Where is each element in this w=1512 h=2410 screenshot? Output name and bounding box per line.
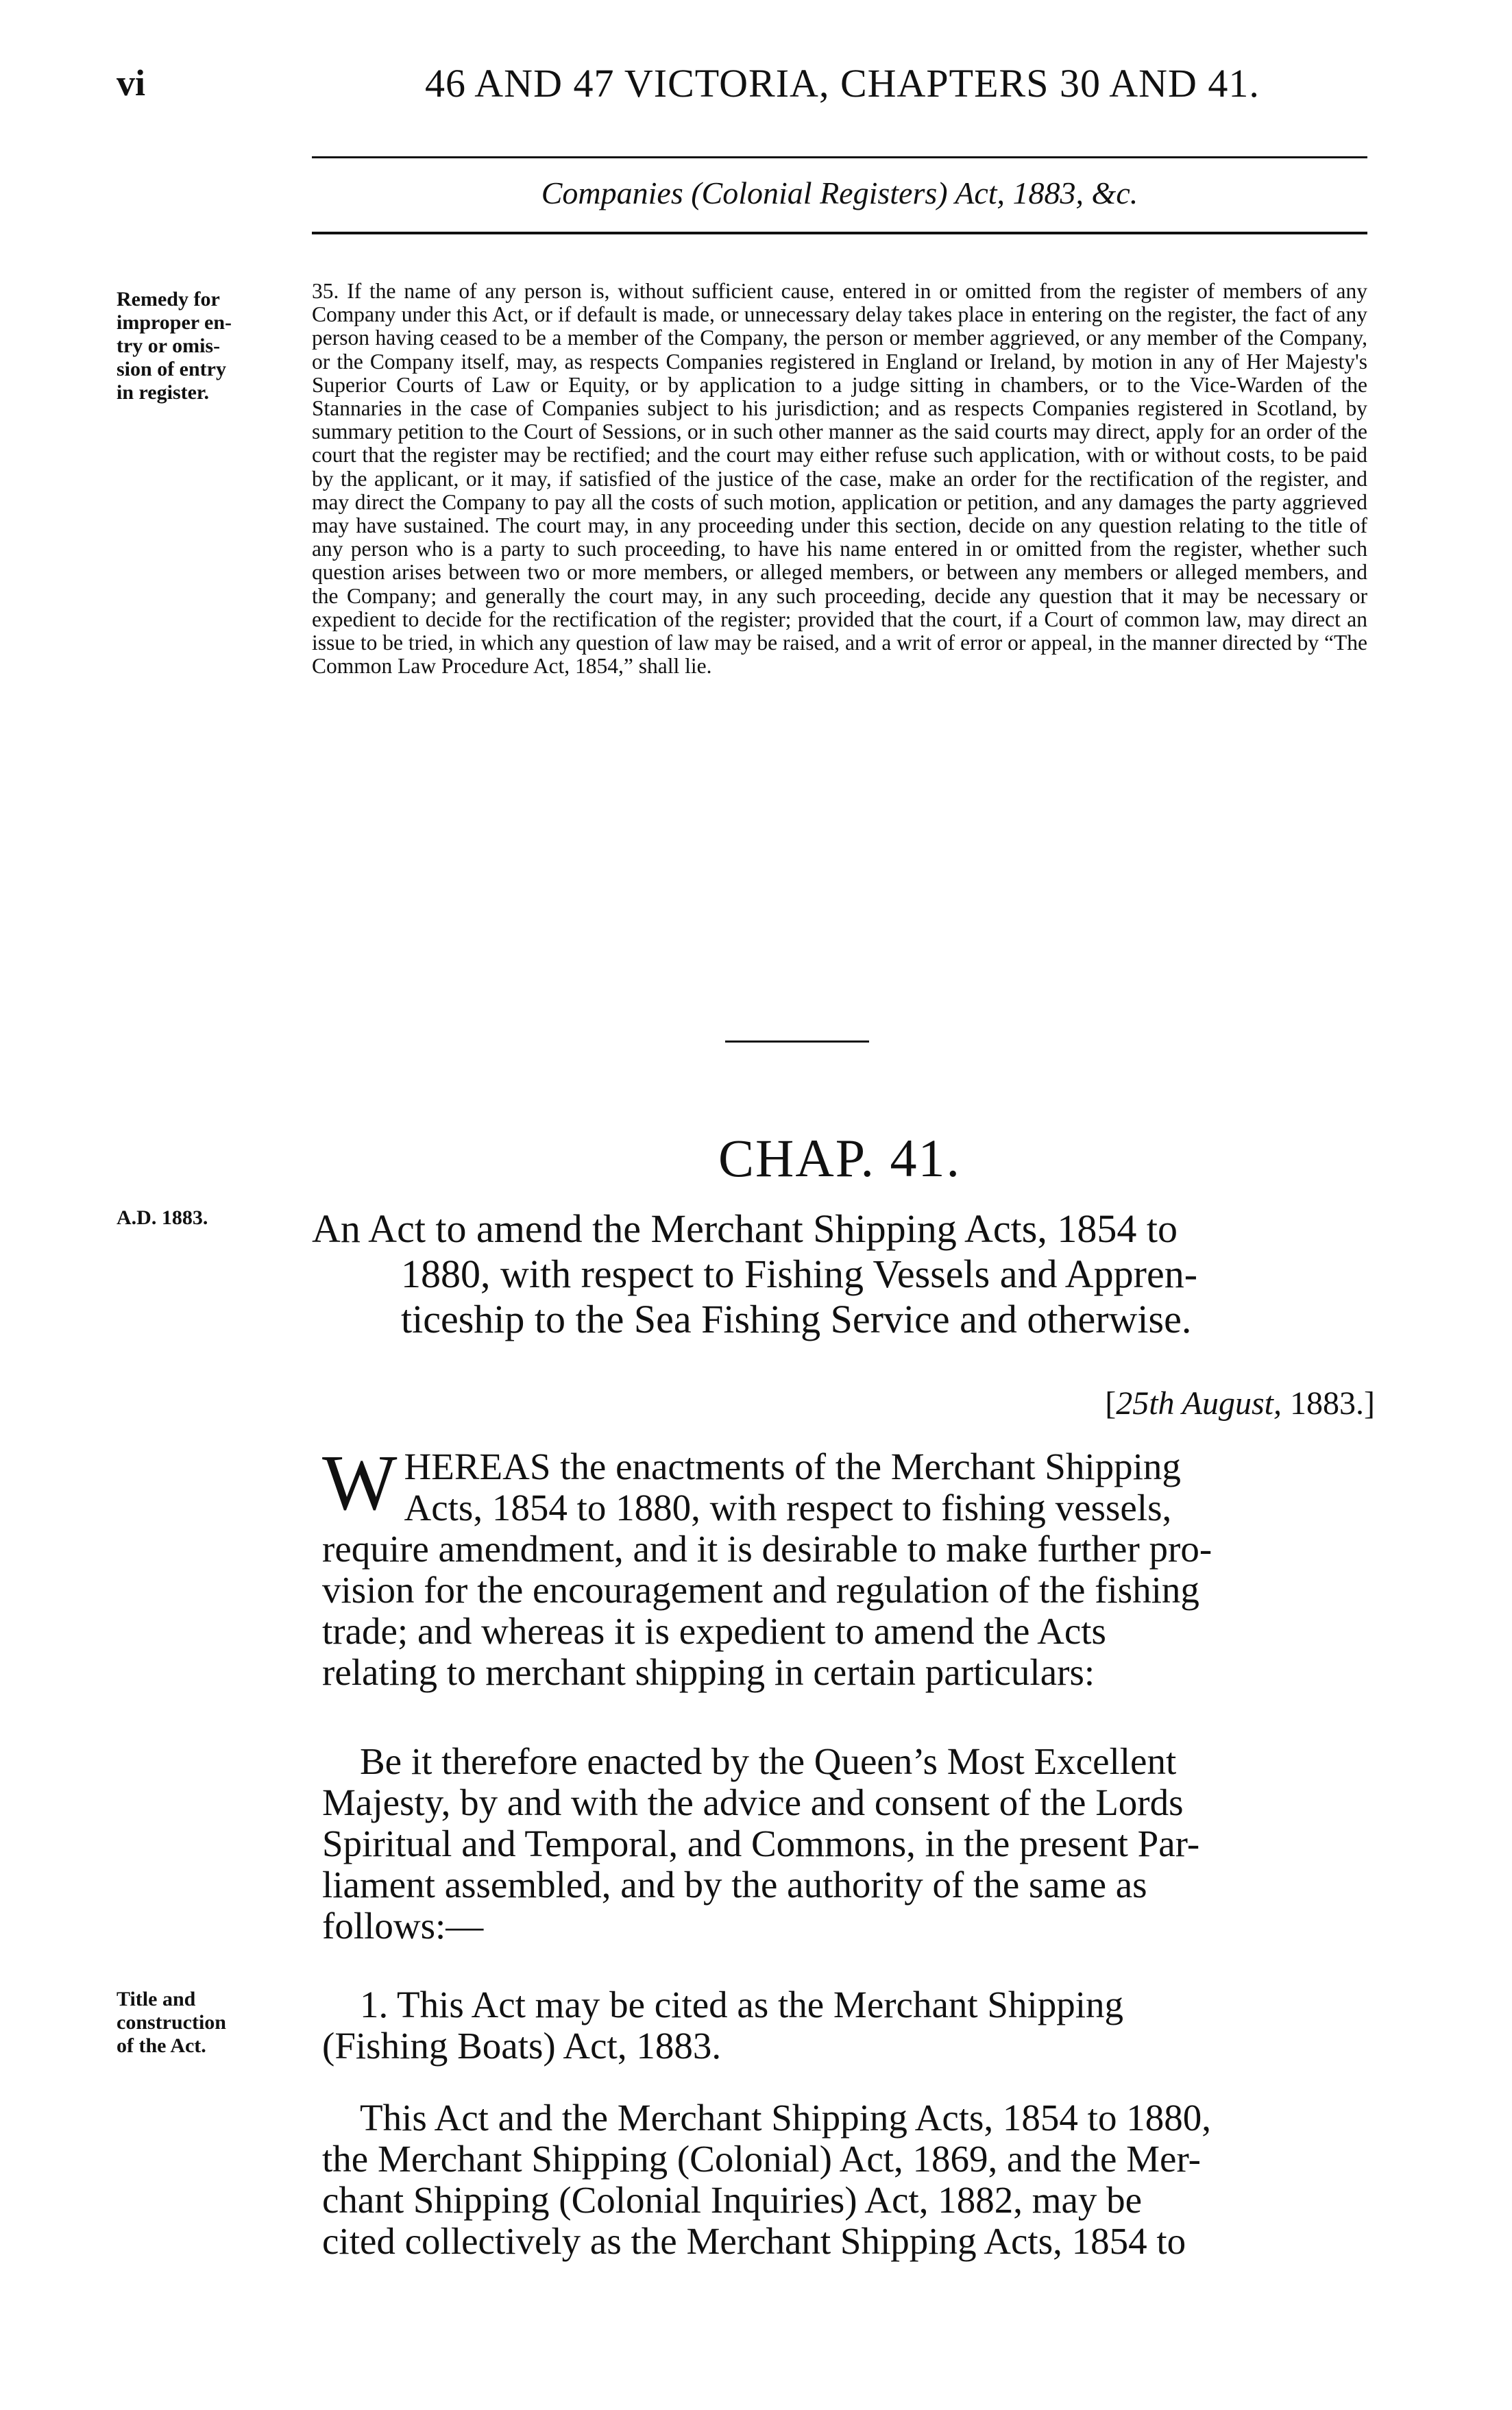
enacting-line: follows:—	[322, 1905, 484, 1947]
chapter-heading: CHAP. 41.	[718, 1128, 961, 1188]
margin-note-remedy	[117, 288, 295, 404]
running-title: 46 AND 47 VICTORIA, CHAPTERS 30 AND 41.	[425, 61, 1260, 106]
assent-date-year: 1883.]	[1282, 1385, 1375, 1422]
margin-note-line: in register.	[117, 381, 209, 404]
long-title-line: ticeship to the Sea Fishing Service and otherwise.	[401, 1297, 1192, 1341]
margin-note-line: try or omis-	[117, 334, 221, 357]
citation-line: the Merchant Shipping (Colonial) Act, 1869, and the Mer-	[322, 2138, 1201, 2180]
enacting-clause	[322, 1741, 1391, 1947]
preamble-line: HEREAS the enactments of the Merchant Shipping	[404, 1446, 1181, 1487]
margin-note-ad: A.D. 1883.	[117, 1206, 208, 1229]
assent-date	[1105, 1385, 1375, 1422]
citation-paragraph	[322, 2097, 1391, 2262]
long-title	[312, 1206, 1381, 1342]
preamble-line: trade; and whereas it is expedient to amend the Acts	[322, 1610, 1106, 1652]
page-number: vi	[117, 62, 146, 104]
short-title: Companies (Colonial Registers) Act, 1883, &c.	[541, 175, 1138, 210]
section-1-line: 1. This Act may be cited as the Merchant Shipping	[360, 1984, 1124, 2025]
preamble-line: Acts, 1854 to 1880, with respect to fishing vessels,	[404, 1487, 1172, 1529]
margin-note-line: sion of entry	[117, 358, 226, 380]
preamble	[322, 1439, 1391, 1693]
enacting-line: Majesty, by and with the advice and consent of the Lords	[322, 1781, 1184, 1823]
assent-date-open: [	[1105, 1385, 1117, 1422]
long-title-line: 1880, with respect to Fishing Vessels and Appren-	[401, 1252, 1198, 1296]
margin-note-line: Title and	[117, 1988, 196, 2010]
long-title-line: An Act to amend the Merchant Shipping Acts, 1854 to	[312, 1206, 1178, 1251]
enacting-line: Spiritual and Temporal, and Commons, in the present Par-	[322, 1823, 1200, 1864]
enacting-line: liament assembled, and by the authority of the same as	[322, 1864, 1147, 1906]
header-rule-bottom	[312, 232, 1367, 234]
drop-cap: W	[322, 1439, 398, 1527]
citation-line: chant Shipping (Colonial Inquiries) Act, 1882, may be	[322, 2179, 1143, 2221]
margin-note-line: of the Act.	[117, 2034, 206, 2057]
header-rule-top	[312, 156, 1367, 158]
assent-date-day: 25th August,	[1116, 1385, 1282, 1422]
margin-note-title	[117, 1988, 295, 2058]
citation-line: cited collectively as the Merchant Shipping Acts, 1854 to	[322, 2220, 1186, 2262]
section-1	[322, 1984, 1391, 2067]
section-35-text: 35. If the name of any person is, without sufficient cause, entered in or omitted from the register of members of any Company under this Act, or if default is made, or unnecessary delay takes place in entering on the register, the fact of any person having ceased to be a member of the Company, the person or member aggrieved, or any member of the Company, or the Company itself, may, as respects Companies registered in England or Ireland, by motion in any of Her Majesty's Superior Courts of Law or Equity, or by application to a judge sitting in chambers, or to the Vice-Warden of the Stannaries in the case of Companies subject to his jurisdiction; and as respects Companies registered in Scotland, by summary petition to the Court of Sessions, or in such other manner as the said courts may direct, apply for an order of the court that the register may be rectified; and the court may either refuse such application, with or without costs, to be paid by the applicant, or it may, if satisfied of the justice of the case, make an order for the rectification of the register, and may direct the Company to pay all the costs of such motion, application or petition, and any damages the party aggrieved may have sustained. The court may, in any proceeding under this section, decide on any question relating to the title of any person who is a party to such proceeding, to have his name entered in or omitted from the register, whether such question arises between two or more members, or alleged members, or between any members or alleged members, and the Company; and generally the court may, in any such proceeding, decide any question that it may be necessary or expedient to decide for the rectification of the register; provided that the court, if a Court of common law, may direct an issue to be tried, in which any question of law may be raised, and a writ of error or appeal, in the manner directed by “The Common Law Procedure Act, 1854,” shall lie.	[312, 279, 1367, 679]
margin-note-line: improper en-	[117, 311, 232, 334]
section-divider	[725, 1040, 869, 1043]
margin-note-line: Remedy for	[117, 288, 220, 311]
preamble-line: relating to merchant shipping in certain particulars:	[322, 1651, 1095, 1693]
citation-line: This Act and the Merchant Shipping Acts, 1854 to 1880,	[360, 2097, 1211, 2139]
preamble-line: vision for the encouragement and regulation of the fishing	[322, 1569, 1199, 1611]
section-1-line: (Fishing Boats) Act, 1883.	[322, 2025, 722, 2067]
margin-note-line: construction	[117, 2011, 226, 2034]
preamble-line: require amendment, and it is desirable to make further pro-	[322, 1528, 1212, 1570]
enacting-line: Be it therefore enacted by the Queen’s Most Excellent	[360, 1740, 1177, 1782]
